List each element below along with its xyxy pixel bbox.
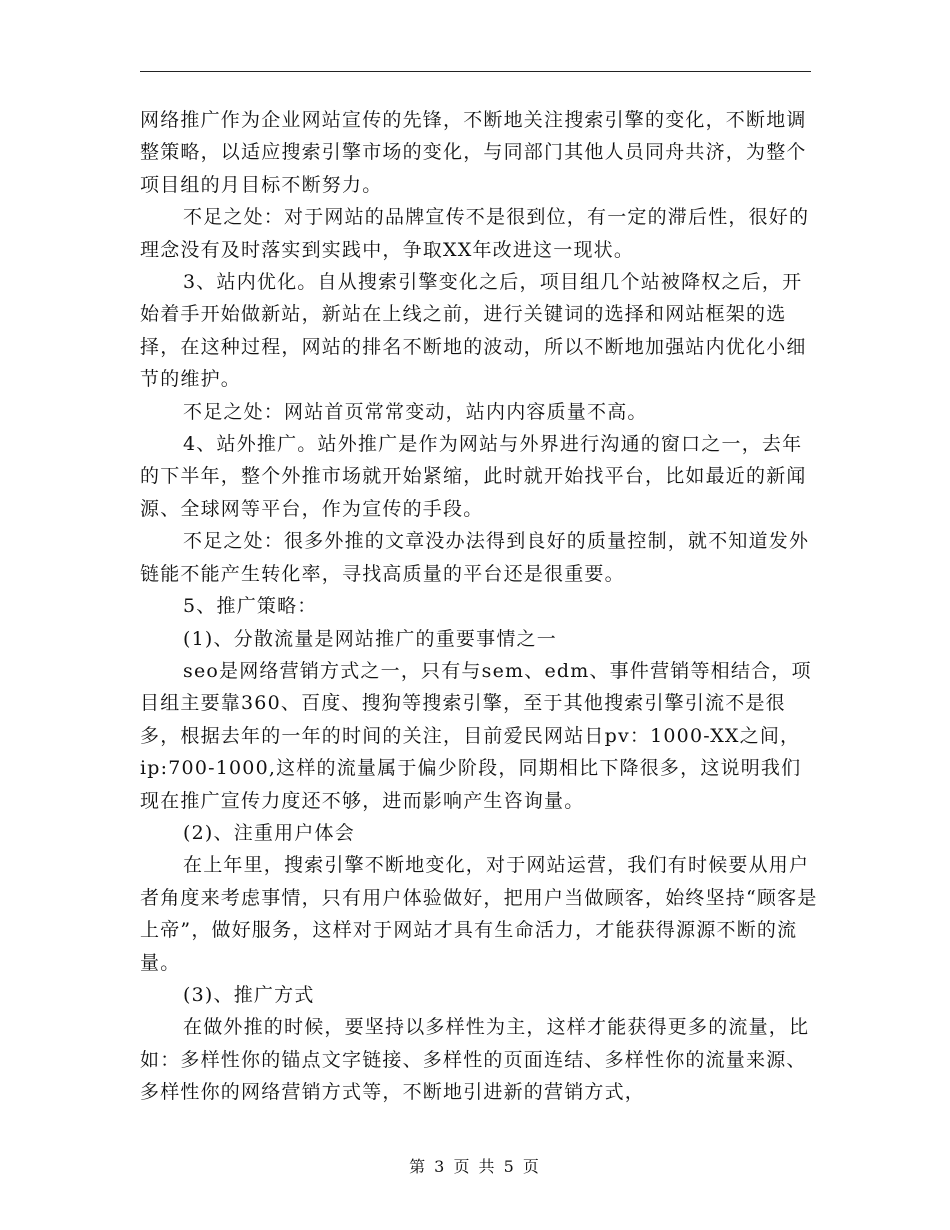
paragraph-brand-shortcoming: 不足之处：对于网站的品牌宣传不是很到位，有一定的滞后性，很好的理念没有及时落实到实践中，争取XX年改进这一现状。 (140, 206, 810, 261)
paragraph-seo-traffic: seo是网络营销方式之一，只有与sem、edm、事件营销等相结合，项目组主要靠360、百度、搜狗等搜索引擎，至于其他搜索引擎引流不是很多，根据去年的一年的时间的关注，目前爱民网站日pv：1000-XX之间，ip:700-1000,这样的流量属于偏少阶段，同期相比下降很多，这说明我们现在推广宣传力度还不够，进而影响产生咨询量。 (140, 659, 812, 812)
subheading-promotion-methods: (3)、推广方式 (183, 983, 315, 1006)
subheading-user-experience: (2)、注重用户体会 (183, 821, 355, 844)
paragraph-onsite-optimization: 3、站内优化。自从搜索引擎变化之后，项目组几个站被降权之后，开始着手开始做新站，新站在上线之前，进行关键词的选择和网站框架的选择，在这种过程，网站的排名不断地的波动，所以不断地加强站内优化小细节的维护。 (140, 271, 807, 391)
subheading-traffic-diversion: (1)、分散流量是网站推广的重要事情之一 (183, 627, 557, 650)
paragraph-promotion-methods: 在做外推的时候，要坚持以多样性为主，这样才能获得更多的流量，比如：多样性你的锚点文字链接、多样性的页面连结、多样性你的流量来源、多样性你的网络营销方式等，不断地引进新的营销方式， (140, 1016, 810, 1104)
page-number-footer: 第 3 页 共 5 页 (409, 1157, 541, 1176)
header-rule (140, 71, 811, 72)
document-body (140, 104, 820, 1109)
paragraph-network-promotion: 网络推广作为企业网站宣传的先锋，不断地关注搜索引擎的变化，不断地调整策略，以适应搜索引擎市场的变化，与同部门其他人员同舟共济，为整个项目组的月目标不断努力。 (140, 109, 807, 196)
heading-promotion-strategy: 5、推广策略： (183, 595, 318, 618)
paragraph-user-experience: 在上年里，搜索引擎不断地变化，对于网站运营，我们有时候要从用户者角度来考虑事情，只有用户体验做好，把用户当做顾客，始终坚持“顾客是上帝”，做好服务，这样对于网站才具有生命活力，才能获得源源不断的流量。 (140, 854, 818, 974)
paragraph-offsite-shortcoming: 不足之处：很多外推的文章没办法得到良好的质量控制，就不知道发外链能不能产生转化率，寻找高质量的平台还是很重要。 (140, 530, 810, 585)
paragraph-onsite-shortcoming: 不足之处：网站首页常常变动，站内内容质量不高。 (183, 400, 648, 423)
paragraph-offsite-promotion: 4、站外推广。站外推广是作为网站与外界进行沟通的窗口之一，去年的下半年，整个外推市场就开始紧缩，此时就开始找平台，比如最近的新闻源、全球网等平台，作为宣传的手段。 (140, 433, 807, 520)
